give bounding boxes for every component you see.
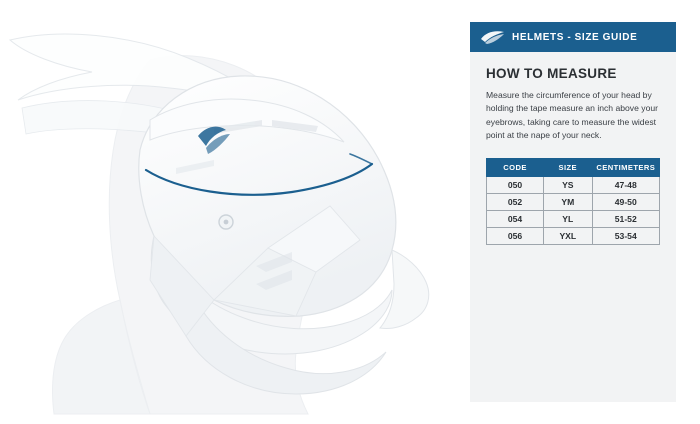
how-to-measure-heading: HOW TO MEASURE <box>486 66 617 81</box>
panel-title: HELMETS - SIZE GUIDE <box>512 31 638 43</box>
table-row <box>487 228 660 245</box>
column-header-centimeters: CENTIMETERS <box>592 159 659 177</box>
cell-size: YM <box>544 194 592 211</box>
table-header-row <box>487 159 660 177</box>
cell-centimeters: 51-52 <box>592 211 659 228</box>
brand-arrow-icon <box>480 29 506 45</box>
cell-size: YS <box>544 177 592 194</box>
cell-size: YXL <box>544 228 592 245</box>
cell-size: YL <box>544 211 592 228</box>
size-guide-panel <box>470 22 676 402</box>
table-row <box>487 177 660 194</box>
cell-centimeters: 47-48 <box>592 177 659 194</box>
panel-body <box>470 52 676 245</box>
column-header-code: CODE <box>487 159 544 177</box>
size-table <box>486 158 660 245</box>
column-header-size: SIZE <box>544 159 592 177</box>
cell-code: 054 <box>487 211 544 228</box>
table-row <box>487 211 660 228</box>
table-row <box>487 194 660 211</box>
cell-code: 056 <box>487 228 544 245</box>
panel-header <box>470 22 676 52</box>
cell-centimeters: 49-50 <box>592 194 659 211</box>
how-to-measure-text: Measure the circumference of your head by holding the tape measure an inch above your eyebrows, taking care to measure the widest point at the nape of your neck. <box>486 90 658 140</box>
cell-code: 052 <box>487 194 544 211</box>
cell-centimeters: 53-54 <box>592 228 659 245</box>
cell-code: 050 <box>487 177 544 194</box>
